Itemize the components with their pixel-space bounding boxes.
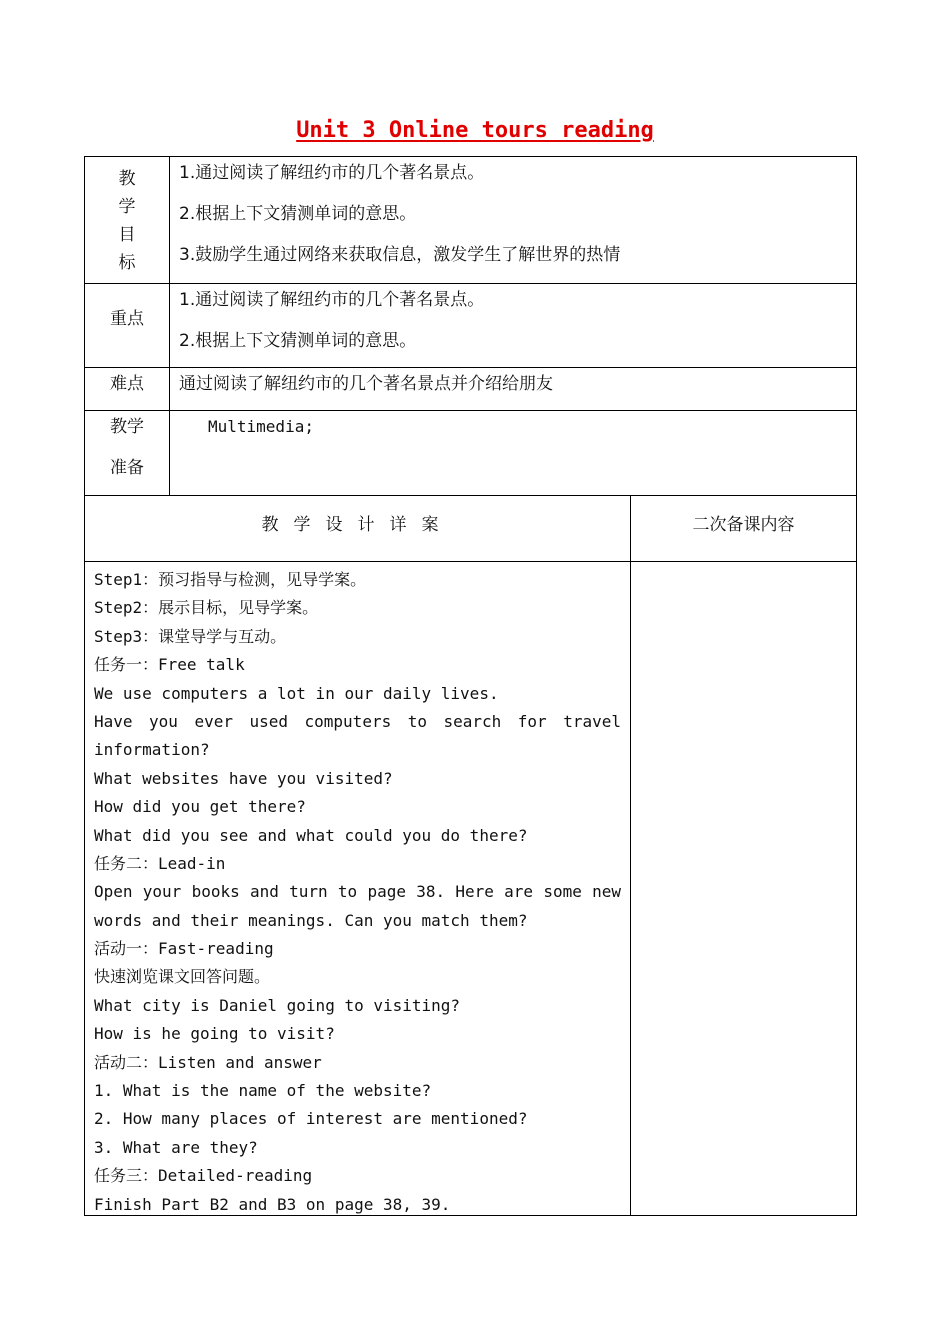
key-points-content	[170, 284, 856, 367]
design-line: 任务二：Lead-in	[94, 853, 226, 873]
difficulty-text: 通过阅读了解纽约市的几个著名景点并介绍给朋友	[179, 374, 553, 394]
design-line: What city is Daniel going to visiting?	[94, 995, 461, 1015]
preparation-label-line: 教学	[110, 417, 144, 437]
objectives-row	[85, 157, 856, 284]
design-line: We use computers a lot in our daily lives.	[94, 683, 499, 703]
design-line: Have you ever used computers to search for travel	[94, 711, 621, 731]
design-line: What websites have you visited?	[94, 768, 393, 788]
design-line: How did you get there?	[94, 797, 306, 817]
design-line: 1. What is the name of the website?	[94, 1081, 432, 1101]
design-line: words and their meanings. Can you match them?	[94, 910, 528, 930]
design-line: Open your books and turn to page 38. Here are some new	[94, 882, 621, 902]
design-line: How is he going to visit?	[94, 1024, 335, 1044]
objective-item: 3.鼓励学生通过网络来获取信息，激发学生了解世界的热情	[179, 245, 621, 265]
second-prep-content	[631, 562, 856, 1215]
design-line: Step2：展示目标，见导学案。	[94, 598, 319, 618]
design-line: Step1：预习指导与检测，见导学案。	[94, 570, 367, 589]
design-line: 快速浏览课文回答问题。	[94, 967, 271, 987]
objective-item: 2.根据上下文猜测单词的意思。	[179, 204, 417, 224]
design-line: information?	[94, 740, 210, 760]
design-line: 活动二：Listen and answer	[94, 1052, 322, 1072]
key-point-item: 1.通过阅读了解纽约市的几个著名景点。	[179, 290, 485, 310]
design-line: What did you see and what could you do there?	[94, 825, 528, 845]
design-line: 2. How many places of interest are mentioned?	[94, 1109, 528, 1129]
objectives-label-char: 学	[118, 197, 136, 217]
key-points-label: 重点	[85, 284, 170, 367]
design-body-row	[85, 562, 856, 1215]
design-line: 3. What are they?	[94, 1137, 258, 1157]
design-line: 任务三：Detailed-reading	[94, 1166, 313, 1186]
objectives-content	[170, 157, 856, 283]
design-line: 活动一：Fast-reading	[94, 939, 274, 959]
difficulty-label: 难点	[85, 368, 170, 410]
second-prep-header: 二次备课内容	[692, 515, 795, 535]
design-line: Finish Part B2 and B3 on page 38, 39.	[94, 1194, 451, 1214]
objectives-label-char: 标	[118, 253, 136, 273]
objectives-label-char: 教	[118, 169, 136, 189]
difficulty-row	[85, 368, 856, 411]
preparation-label	[85, 411, 170, 495]
key-point-item: 2.根据上下文猜测单词的意思。	[179, 331, 417, 351]
objectives-label	[85, 157, 170, 283]
design-body	[85, 562, 631, 1215]
design-line: 任务一：Free talk	[94, 655, 245, 675]
lesson-plan-table	[84, 156, 857, 1216]
design-header-row	[85, 496, 856, 562]
preparation-row	[85, 411, 856, 496]
objectives-label-char: 目	[118, 225, 136, 245]
page-title: Unit 3 Online tours reading	[296, 118, 654, 143]
preparation-text: Multimedia;	[208, 417, 314, 436]
design-header: 教学设计详案	[85, 496, 631, 561]
design-line: Step3：课堂导学与互动。	[94, 626, 287, 646]
preparation-label-line: 准备	[110, 458, 144, 478]
objective-item: 1.通过阅读了解纽约市的几个著名景点。	[179, 163, 485, 183]
key-points-row	[85, 284, 856, 368]
